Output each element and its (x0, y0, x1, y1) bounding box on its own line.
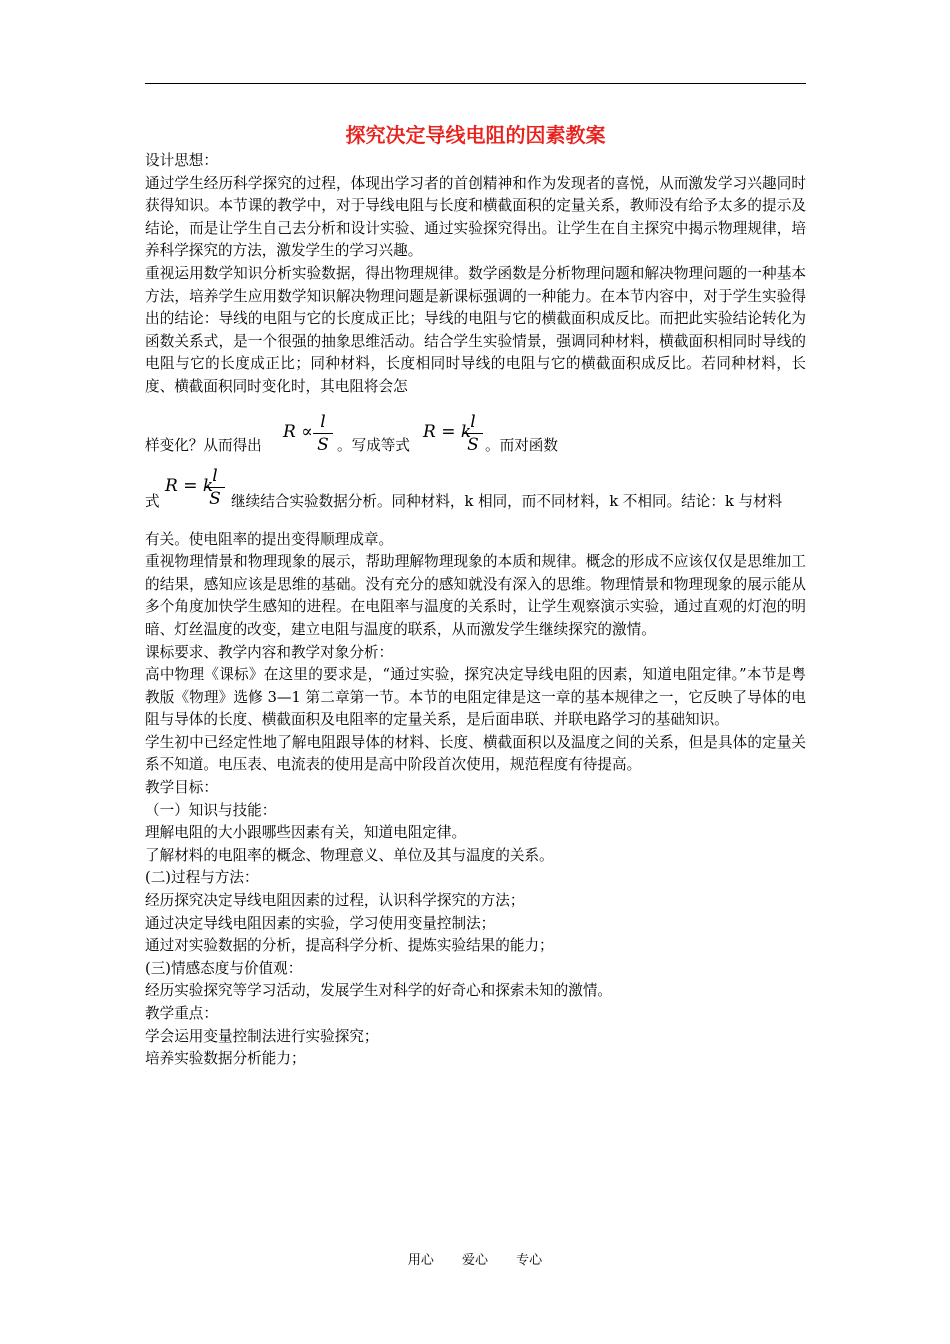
fraction: $\frac{l}{S}$ (463, 411, 483, 456)
paragraph: 课标要求、教学内容和教学对象分析： (145, 643, 394, 661)
paragraph: 经历实验探究等学习活动，发展学生对科学的好奇心和探索未知的激情。 (145, 982, 613, 1000)
paragraph: 通过学生经历科学探究的过程，体现出学习者的首创精神和作为发现者的喜悦，从而激发学习兴趣同时获得知识。本节课的教学中，对于导线电阻与长度和横截面积的定量关系，教师没有给予太多的提示及结论，而是让学生自己去分析和设计实验、通过实验探究得出。让学生在自主探究中揭示物理规律，培养科学探究的方法，激发学生的学习兴趣。 (145, 174, 806, 260)
paragraph: 理解电阻的大小跟哪些因素有关，知道电阻定律。 (145, 824, 467, 842)
document-body (145, 150, 806, 1071)
formula-line-text: 样变化？从而得出 (145, 436, 262, 454)
paragraph: 学生初中已经定性地了解电阻跟导体的材料、长度、横截面积以及温度之间的关系，但是具体的定量关系不知道。电压表、电流表的使用是高中阶段首次使用，规范程度有待提高。 (145, 733, 806, 774)
paragraph: 教学重点： (145, 1005, 218, 1022)
paragraph: (三)情感态度与价值观： (145, 959, 303, 977)
footer-text: 爱心 (461, 1253, 488, 1268)
paragraph: 学会运用变量控制法进行实验探究； (145, 1027, 379, 1045)
formula-line-2: 式 R = k $\frac{l}{S}$ 继续结合实验数据分析。同种材料，k 相同，而不同材料，k 不相同。结论：k 与材料 (145, 461, 806, 529)
fraction: $\frac{l}{S}$ (205, 465, 225, 510)
paragraph: 通过决定导线电阻因素的实验，学习使用变量控制法； (145, 914, 496, 932)
formula-line-text: 式 (145, 492, 160, 510)
paragraph-group-b (145, 529, 806, 1071)
footer-text: 用心 (407, 1253, 434, 1268)
paragraph: 重视物理情景和物理现象的展示，帮助理解物理现象的本质和规律。概念的形成不应该仅仅是思维加工的结果，感知应该是思维的基础。没有充分的感知就没有深入的思维。物理情景和物理现象的展示能从多个角度加快学生感知的进程。在电阻率与温度的关系时，让学生观察演示实验，通过直观的灯泡的明暗、灯丝温度的改变，建立电阻与温度的联系，从而激发学生继续探究的激情。 (145, 553, 806, 638)
formula-line-text: 。而对函数 (485, 436, 558, 454)
fraction: $\frac{l}{S}$ (313, 411, 333, 456)
paragraph: (二)过程与方法： (145, 869, 259, 887)
paragraph: 教学目标： (145, 779, 218, 797)
paragraph: 设计思想： (145, 152, 218, 169)
header-rule (145, 83, 806, 84)
paragraph: 了解材料的电阻率的概念、物理意义、单位及其与温度的关系。 (145, 846, 554, 864)
paragraph: 经历探究决定导线电阻因素的过程，认识科学探究的方法； (145, 892, 525, 910)
page-footer (0, 1249, 950, 1268)
paragraph: 有关。使电阻率的提出变得顺理成章。 (145, 530, 394, 548)
formula-line-1: 样变化？从而得出 R ∝ $\frac{l}{S}$ 。写成等式 R = k $\frac{l}{S}$ 。而对函数 (145, 399, 806, 461)
paragraph: （一）知识与技能： (145, 801, 277, 819)
document-title: 探究决定导线电阻的因素教案 (345, 123, 606, 147)
paragraph: 通过对实验数据的分析，提高科学分析、提炼实验结果的能力； (145, 937, 554, 955)
formula-line-text: 继续结合实验数据分析。同种材料，k 相同，而不同材料，k 不相同。结论：k 与材料 (231, 492, 783, 510)
paragraph-group-a (145, 150, 806, 399)
paragraph: 重视运用数学知识分析实验数据，得出物理规律。数学函数是分析物理问题和解决物理问题的一种基本方法，培养学生应用数学知识解决物理问题是新课标强调的一种能力。在本节内容中，对于学生实验得出的结论：导线的电阻与它的长度成正比；导线的电阻与它的横截面积成反比。而把此实验结论转化为函数关系式，是一个很强的抽象思维活动。结合学生实验情景，强调同种材料，横截面积相同时导线的电阻与它的长度成正比；同种材料，长度相同时导线的电阻与它的横截面积成反比。若同种材料，长度、横截面积同时变化时，其电阻将会怎 (145, 264, 806, 395)
paragraph: 高中物理《课标》在这里的要求是，“通过实验，探究决定导线电阻的因素，知道电阻定律。”本节是粤教版《物理》选修 3—1 第二章第一节。本节的电阻定律是这一章的基本规律之一，它反映了导体的电阻与导体的长度、横截面积及电阻率的定量关系，是后面串联、并联电路学习的基础知识。 (145, 666, 806, 729)
footer-text: 专心 (516, 1253, 543, 1268)
paragraph: 培养实验数据分析能力； (145, 1050, 306, 1068)
formula-line-text: 。写成等式 (337, 436, 410, 454)
